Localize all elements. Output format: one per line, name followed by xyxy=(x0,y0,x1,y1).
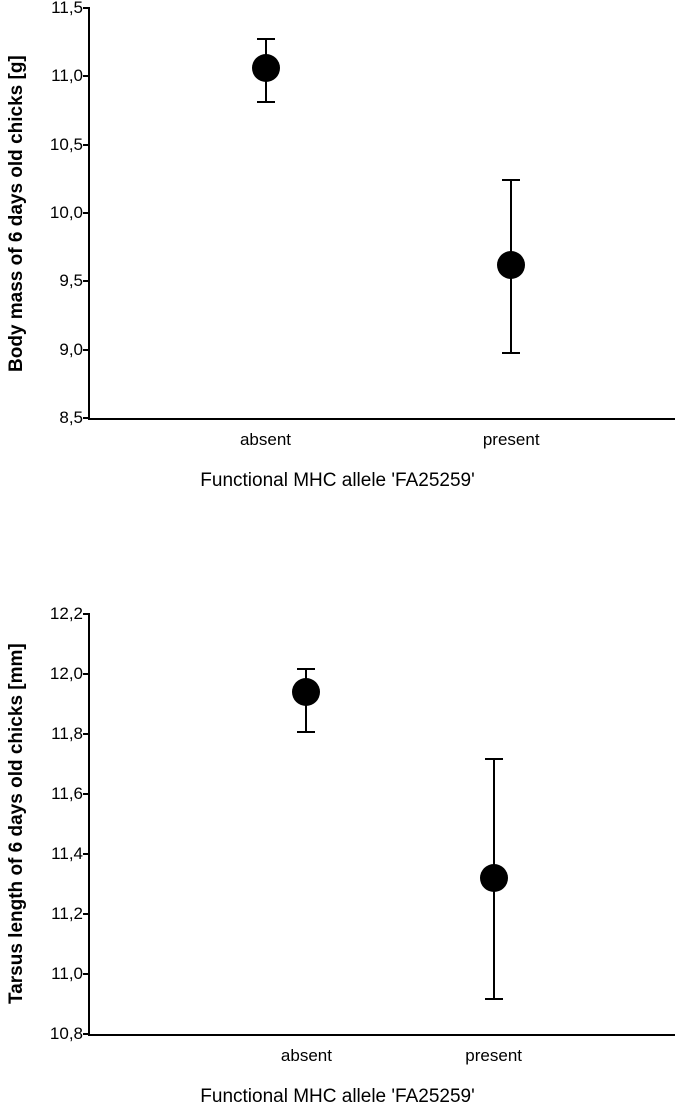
x-tick-label: absent xyxy=(239,430,292,449)
x-axis-label-bottom: Functional MHC allele 'FA25259' xyxy=(200,1086,475,1107)
error-bar-cap xyxy=(502,352,520,354)
error-bar-cap xyxy=(297,668,315,670)
y-tick-label: 10,5 xyxy=(49,134,83,154)
y-tick-label: 9,5 xyxy=(59,271,83,291)
y-tick-label: 11,8 xyxy=(51,724,83,743)
y-axis-label-bottom: Tarsus length of 6 days old chicks [mm] xyxy=(6,643,27,1005)
y-tick-mark xyxy=(83,7,90,9)
y-tick-mark xyxy=(83,733,90,735)
error-bar-cap xyxy=(297,731,315,733)
x-tick-label: present xyxy=(482,430,540,449)
y-tick-label: 11,0 xyxy=(51,66,83,86)
y-tick-mark xyxy=(83,853,90,855)
y-tick-mark xyxy=(83,417,90,419)
y-tick-mark xyxy=(83,673,90,675)
x-tick-label: present xyxy=(465,1046,522,1065)
y-tick-mark xyxy=(83,613,90,615)
y-tick-label: 10,0 xyxy=(49,203,83,222)
error-bar-cap xyxy=(485,758,503,760)
y-tick-label: 11,2 xyxy=(51,904,83,923)
y-tick-label: 11,4 xyxy=(51,844,83,863)
plot-area-tarsus-length xyxy=(49,604,675,1065)
y-tick-label: 11,5 xyxy=(51,0,83,17)
x-tick-label: absent xyxy=(280,1046,332,1065)
y-tick-mark xyxy=(83,144,90,146)
y-tick-label: 12,0 xyxy=(49,664,83,683)
error-bar-cap xyxy=(485,998,503,1000)
y-tick-mark xyxy=(83,793,90,795)
error-bar-cap xyxy=(502,179,520,181)
plot-area-body-mass xyxy=(49,0,675,449)
y-tick-label: 8,5 xyxy=(59,408,83,427)
y-tick-mark xyxy=(83,349,90,351)
data-point xyxy=(497,251,525,279)
y-tick-label: 11,6 xyxy=(51,784,83,803)
y-tick-mark xyxy=(83,280,90,282)
chart-panel-tarsus-length xyxy=(0,556,675,1106)
y-tick-mark xyxy=(83,75,90,77)
error-bar-cap xyxy=(257,101,275,103)
y-tick-label: 9,0 xyxy=(59,339,83,359)
y-axis-label-top: Body mass of 6 days old chicks [g] xyxy=(6,55,27,373)
y-tick-mark xyxy=(83,913,90,915)
data-point xyxy=(252,54,280,82)
y-tick-label: 11,0 xyxy=(51,964,83,983)
y-tick-label: 12,2 xyxy=(49,604,83,623)
data-point xyxy=(292,678,320,706)
y-tick-mark xyxy=(83,973,90,975)
y-tick-mark xyxy=(83,212,90,214)
chart-panel-body-mass xyxy=(0,0,675,530)
y-tick-mark xyxy=(83,1033,90,1035)
error-bar-cap xyxy=(257,38,275,40)
y-tick-label: 10,8 xyxy=(49,1024,83,1043)
x-axis-label-top: Functional MHC allele 'FA25259' xyxy=(200,470,475,491)
data-point xyxy=(480,864,508,892)
